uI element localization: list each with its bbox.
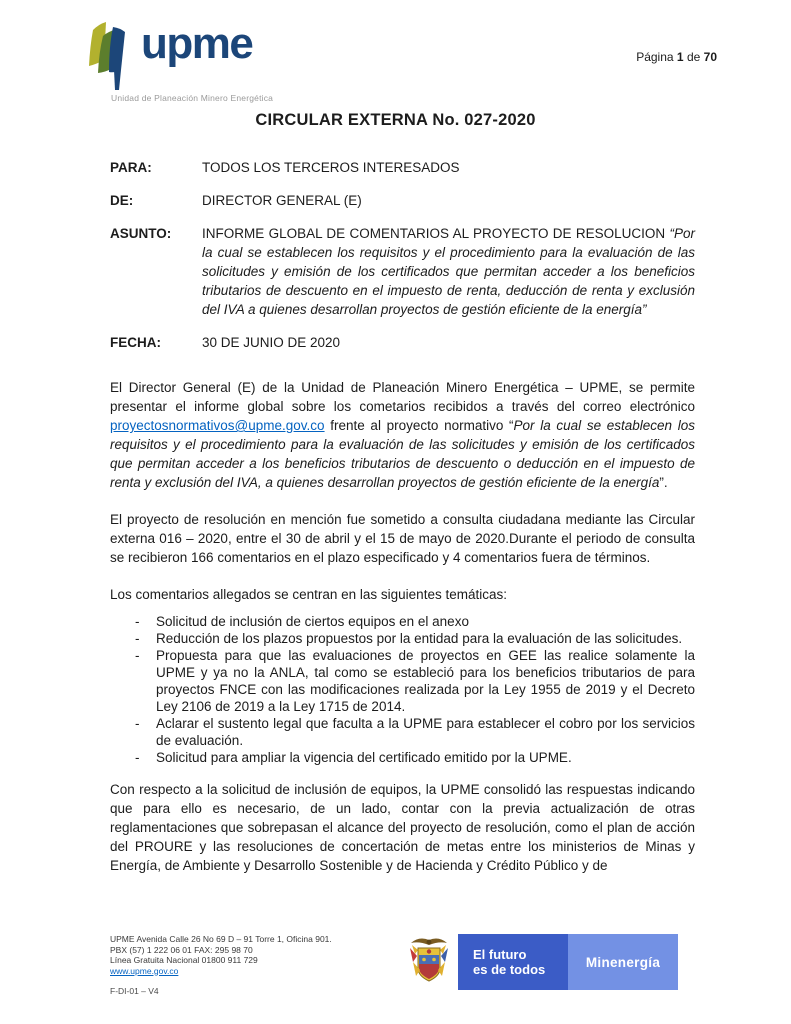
government-banner [400,934,678,990]
asunto-value-quote: “Por la cual se establecen los requisitos y el procedimiento para la evaluación de las solicitudes y emisión de los certificados que permitan acceder a los beneficios tributarios de descuento en el impuesto de renta, deducción de renta y exclusión del IVA a quienes desarrollan proyectos de gestión eficiente de la energía” [202,226,695,317]
paragraph-respuestas: Con respecto a la solicitud de inclusión de equipos, la UPME consolidó las respuestas indicando que para ello es necesario, de un lado, contar con la previa actualización de otras reglamentaciones que sobrepasan el alcance del proyecto de resolución, como el plan de acción del PROURE y las resoluciones de concertación de metas entre los ministerios de Minas y Energía, de Ambiente y Desarrollo Sostenible y de Hacienda y Crédito Público y de [110,782,695,873]
fecha-value: 30 DE JUNIO DE 2020 [202,335,341,350]
list-item: - Solicitud para ampliar la vigencia del certificado emitido por la UPME. [110,749,695,766]
footer-pbx: PBX (57) 1 222 06 01 FAX: 295 98 70 [110,944,253,955]
banner-brand-minenergia: Minenergía [568,934,678,990]
list-item: - Solicitud de inclusión de ciertos equipos en el anexo [110,613,695,630]
upme-logo [85,20,273,103]
page-indicator-middle: de [686,50,701,64]
de-value: DIRECTOR GENERAL (E) [202,193,362,208]
meta-row-para [110,158,695,177]
page-total: 70 [703,50,717,64]
de-label: DE: [110,193,134,208]
asunto-value-normal: INFORME GLOBAL DE COMENTARIOS AL PROYECTO DE RESOLUCION [202,226,670,241]
paragraph-intro-text: El Director General (E) de la Unidad de Planeación Minero Energética – UPME, se permite presentar el informe global sobre los cometarios recibidos a través del correo electrónico [110,380,695,414]
upme-logo-wordmark: upme [141,19,253,68]
paragraph-consulta: El proyecto de resolución en mención fue sometido a consulta ciudadana mediante las Circular externa 016 – 2020, entre el 30 de abril y el 15 de mayo de 2020.Durante el periodo de consulta se recibieron 166 comentarios en el plazo especificado y 4 comentarios fuera de términos. [110,512,695,565]
upme-logo-tagline: Unidad de Planeación Minero Energética [111,93,274,103]
list-item: - Reducción de los plazos propuestos por la entidad para la evaluación de las solicitudes. [110,630,695,647]
paragraph-intro-close: ”. [659,475,668,490]
footer-form-code: F-DI-01 – V4 [110,986,159,996]
paragraph-intro [110,378,695,492]
fecha-label: FECHA: [110,335,161,350]
paragraph-intro-quote: Por la cual se establecen los requisitos y el procedimiento para la evaluación de las solicitudes y emisión de los certificados que permitan acceder a los beneficios tributarios de descuento o deducción en el impuesto de renta y exclusión del IVA, a quienes desarrollan proyectos de gestión eficiente de la energía [110,418,695,490]
email-link[interactable]: proyectosnormativos@upme.gov.co [110,418,325,433]
asunto-label: ASUNTO: [110,226,172,241]
meta-row-fecha [110,333,695,352]
para-label: PARA: [110,160,152,175]
banner-slogan [458,934,568,990]
footer-website-link[interactable]: www.upme.gov.co [110,965,179,976]
asunto-value [202,224,695,319]
footer-address: UPME Avenida Calle 26 No 69 D – 91 Torre 1, Oficina 901. [110,934,332,944]
colombia-coat-of-arms-icon [400,934,458,990]
footer-linea: Línea Gratuita Nacional 01800 911 729 [110,955,258,965]
page-indicator-prefix: Página [636,50,674,64]
banner-slogan-line2: es de todos [473,962,546,977]
list-item: - Propuesta para que las evaluaciones de proyectos en GEE las realice solamente la UPME y ya no la ANLA, tal como se estableció para los beneficios tributarios de para proyectos FNCE con las modificaciones realizada por la Ley 1955 de 2019 y el Decreto Ley 2106 de 2019 a la Ley 1715 de 2014. [110,647,695,715]
document-body [110,158,695,893]
para-value: TODOS LOS TERCEROS INTERESADOS [202,160,460,175]
page-current: 1 [676,50,684,64]
topics-list [110,613,695,766]
list-item: - Aclarar el sustento legal que faculta a la UPME para establecer el cobro por los servicios de evaluación. [110,715,695,749]
paragraph-intro-text2: frente al proyecto normativo “ [324,418,514,433]
upme-logo-leaves-icon [85,20,139,92]
meta-row-de [110,191,695,210]
document-title: CIRCULAR EXTERNA No. 027-2020 [255,111,536,129]
paragraph-lead-tematicas: Los comentarios allegados se centran en las siguientes temáticas: [110,587,507,602]
banner-slogan-line1: El futuro [473,947,527,962]
meta-row-asunto [110,224,695,319]
footer-contact-block [110,934,332,997]
page-indicator [636,50,717,64]
